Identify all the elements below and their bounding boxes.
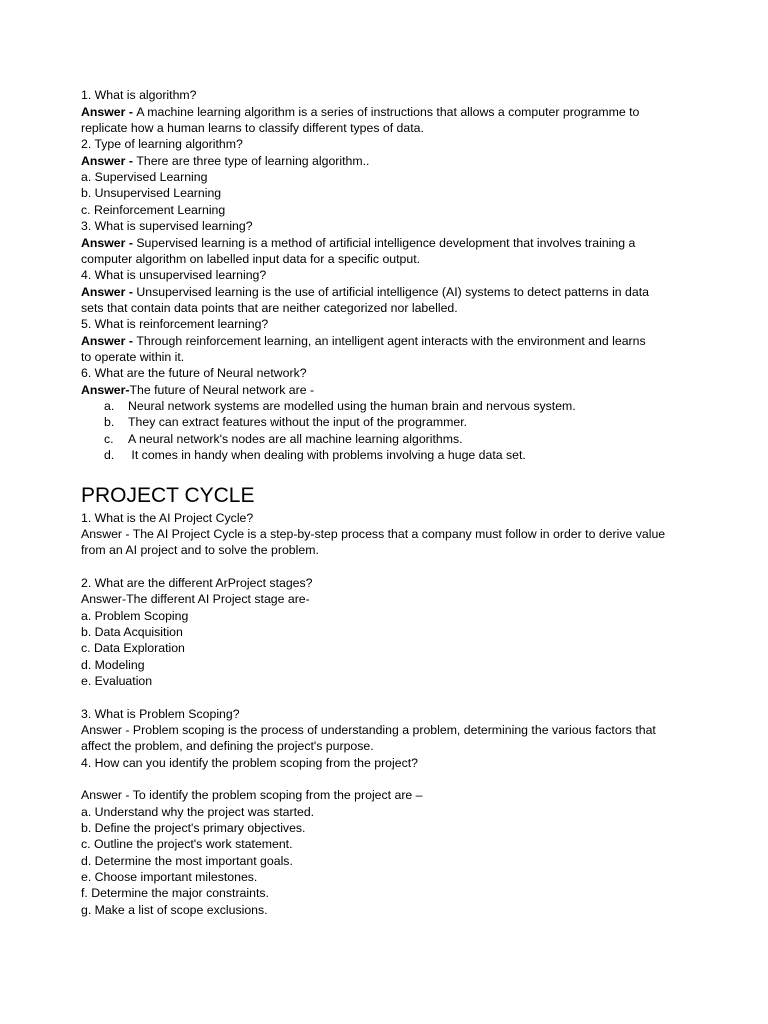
list-item-text: They can extract features without the input of the programmer. [128, 415, 468, 429]
section-title: PROJECT CYCLE [81, 484, 255, 507]
q1-answer-continued: replicate how a human learns to classify different types of data. [81, 121, 424, 135]
list-item: g. Make a list of scope exclusions. [81, 903, 268, 917]
answer-label: Answer- [81, 383, 130, 397]
q1-answer-line [81, 104, 639, 120]
answer-label: Answer - [81, 105, 137, 119]
list-item: b. Define the project's primary objectives. [81, 821, 306, 835]
list-marker: c. [104, 432, 114, 446]
list-item-text: Neural network systems are modelled using the human brain and nervous system. [128, 399, 576, 413]
p3-question: 3. What is Problem Scoping? [81, 707, 240, 721]
p1-question: 1. What is the AI Project Cycle? [81, 511, 254, 525]
list-item: d. Modeling [81, 658, 145, 672]
list-marker: d. [104, 448, 115, 462]
list-item: a. Supervised Learning [81, 170, 208, 184]
answer-label: Answer - [81, 285, 137, 299]
list-item: f. Determine the major constraints. [81, 886, 269, 900]
q3-answer-text: Supervised learning is a method of artificial intelligence development that involves training a [136, 236, 636, 250]
list-marker: b. [104, 415, 115, 429]
q2-question: 2. Type of learning algorithm? [81, 137, 243, 151]
q1-question: 1. What is algorithm? [81, 88, 197, 102]
q6-answer-text: The future of Neural network are - [129, 383, 315, 397]
list-item [104, 431, 463, 447]
list-item [104, 398, 576, 414]
p4-question: 4. How can you identify the problem scoping from the project? [81, 756, 418, 770]
q4-answer-text: Unsupervised learning is the use of artificial intelligence (AI) systems to detect patterns in data [136, 285, 649, 299]
list-item: d. Determine the most important goals. [81, 854, 293, 868]
p3-answer-continued: affect the problem, and defining the project's purpose. [81, 739, 374, 753]
q3-question: 3. What is supervised learning? [81, 219, 253, 233]
list-item: c. Outline the project's work statement. [81, 837, 293, 851]
q3-answer-line [81, 235, 635, 251]
q5-question: 5. What is reinforcement learning? [81, 317, 269, 331]
answer-label: Answer - [81, 334, 137, 348]
list-item-text: A neural network's nodes are all machine learning algorithms. [128, 432, 463, 446]
list-item: c. Reinforcement Learning [81, 203, 226, 217]
q5-answer-line [81, 333, 646, 349]
p1-answer-continued: from an AI project and to solve the problem. [81, 543, 319, 557]
q3-answer-continued: computer algorithm on labelled input data for a specific output. [81, 252, 421, 266]
q4-answer-line [81, 284, 649, 300]
p2-question: 2. What are the different ArProject stages? [81, 576, 313, 590]
list-item: e. Evaluation [81, 674, 153, 688]
list-item: e. Choose important milestones. [81, 870, 258, 884]
answer-label: Answer - [81, 154, 137, 168]
q4-question: 4. What is unsupervised learning? [81, 268, 267, 282]
answer-label: Answer - [81, 236, 137, 250]
list-item: c. Data Exploration [81, 641, 185, 655]
list-item [104, 447, 526, 463]
list-marker: a. [104, 399, 115, 413]
q1-answer-text: A machine learning algorithm is a series of instructions that allows a computer programme to [136, 105, 640, 119]
q6-question: 6. What are the future of Neural network? [81, 366, 307, 380]
list-item [104, 414, 467, 430]
q6-answer-line [81, 382, 314, 398]
q2-answer-text: There are three type of learning algorithm.. [136, 154, 370, 168]
q5-answer-text: Through reinforcement learning, an intelligent agent interacts with the environment and learns [136, 334, 646, 348]
p3-answer-line: Answer - Problem scoping is the process of understanding a problem, determining the various factors that [81, 723, 656, 737]
list-item: a. Problem Scoping [81, 609, 189, 623]
q2-answer-line [81, 153, 369, 169]
p1-answer-line: Answer - The AI Project Cycle is a step-by-step process that a company must follow in order to derive value [81, 527, 666, 541]
list-item: b. Data Acquisition [81, 625, 183, 639]
list-item-text: It comes in handy when dealing with problems involving a huge data set. [128, 448, 526, 462]
q4-answer-continued: sets that contain data points that are neither categorized nor labelled. [81, 301, 458, 315]
list-item: a. Understand why the project was started. [81, 805, 315, 819]
q5-answer-continued: to operate within it. [81, 350, 185, 364]
list-item: b. Unsupervised Learning [81, 186, 222, 200]
p2-answer-line: Answer-The different AI Project stage are- [81, 592, 310, 606]
p4-answer-line: Answer - To identify the problem scoping from the project are – [81, 788, 423, 802]
